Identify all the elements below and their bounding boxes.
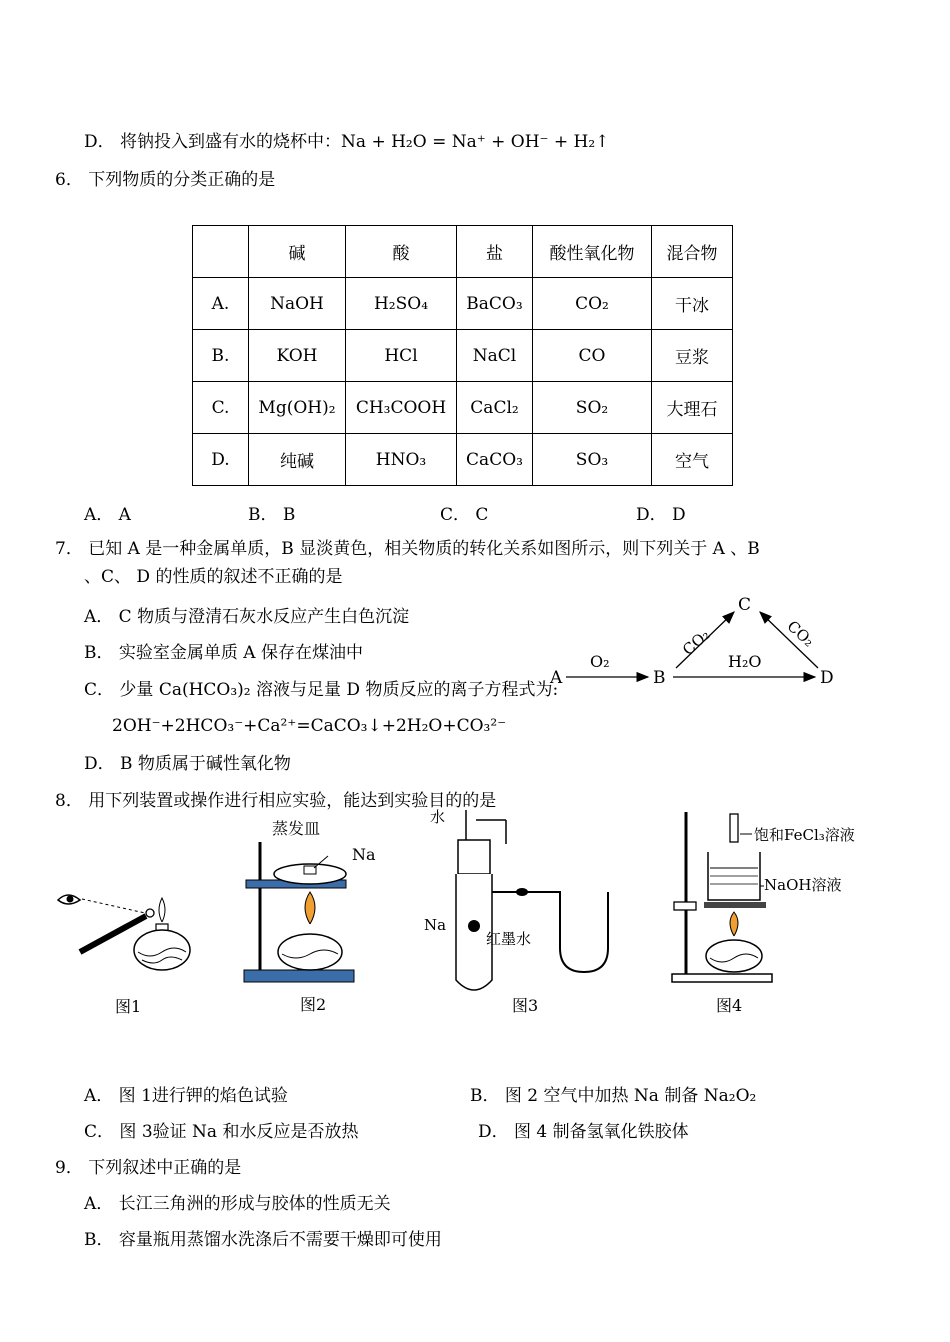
fig3-na-label: Na [424,916,447,934]
q7-option-a: A． C 物质与澄清石灰水反应产生白色沉淀 [84,607,410,627]
table-cell: 空气 [652,434,733,486]
table-header-cell: 酸 [346,226,457,278]
label-co2-left: CO₂ [679,625,714,659]
q7-stem-line1: 7． 已知 A 是一种金属单质，B 显淡黄色，相关物质的转化关系如图所示，则下列关于 A 、B [55,539,760,559]
table-header-row [193,226,733,278]
table-header-cell: 混合物 [652,226,733,278]
fig1-label: 图1 [115,997,142,1016]
table-cell: HCl [346,330,457,382]
label-co2-right: CO₂ [783,617,818,651]
table-cell: HNO₃ [346,434,457,486]
q8-option-d: D． 图 4 制备氢氧化铁胶体 [478,1122,689,1142]
fig3-ink-label: 红墨水 [486,930,532,948]
figure-1 [50,880,200,1020]
q6-option-a: A． A [84,505,131,525]
table-cell: CO₂ [533,278,652,330]
flame-icon [730,912,738,936]
table-row [193,330,733,382]
q8-stem: 8． 用下列装置或操作进行相应实验，能达到实验目的的是 [55,791,497,811]
figure-3 [420,808,630,1020]
table-header-cell: 盐 [457,226,533,278]
table-cell: CaCO₃ [457,434,533,486]
table-cell: SO₂ [533,382,652,434]
fig4-label: 图4 [716,996,743,1015]
table-row [193,382,733,434]
table-cell: CH₃COOH [346,382,457,434]
fig4-fecl3-label: 饱和FeCl₃溶液 [754,826,855,844]
table-header-cell: 碱 [249,226,346,278]
node-a: A [550,668,563,688]
table-cell: KOH [249,330,346,382]
table-cell: B. [193,330,249,382]
q6-stem: 6． 下列物质的分类正确的是 [55,170,276,190]
node-d: D [820,668,834,688]
q9-stem: 9． 下列叙述中正确的是 [55,1158,242,1178]
q7-option-d: D． B 物质属于碱性氧化物 [84,754,291,774]
table-cell: CO [533,330,652,382]
table-cell: CaCl₂ [457,382,533,434]
table-cell: 豆浆 [652,330,733,382]
table-cell: A. [193,278,249,330]
q6-option-b: B． B [248,505,296,525]
q7-option-c-equation: 2OH⁻+2HCO₃⁻+Ca²⁺=CaCO₃↓+2H₂O+CO₃²⁻ [112,716,507,736]
q6-option-d: D． D [636,505,686,525]
table-cell: C. [193,382,249,434]
table-cell: SO₃ [533,434,652,486]
q8-option-b: B． 图 2 空气中加热 Na 制备 Na₂O₂ [470,1086,757,1106]
table-cell: NaCl [457,330,533,382]
q5-option-d: D． 将钠投入到盛有水的烧杯中：Na + H₂O = Na⁺ + OH⁻ + H₂↑ [84,132,610,152]
stand-base-icon [244,970,354,982]
q7-option-c: C． 少量 Ca(HCO₃)₂ 溶液与足量 D 物质反应的离子方程式为: [84,680,559,700]
node-c: C [738,595,752,615]
reaction-diagram [540,590,850,695]
table-cell: Mg(OH)₂ [249,382,346,434]
table-cell: 大理石 [652,382,733,434]
q9-option-b: B． 容量瓶用蒸馏水洗涤后不需要干燥即可使用 [84,1230,442,1250]
label-o2: O₂ [590,652,610,671]
fig3-label: 图3 [512,996,539,1015]
fig3-water-label: 水 [430,808,446,826]
flame-icon [305,892,315,924]
table-cell: 纯碱 [249,434,346,486]
label-h2o: H₂O [728,652,762,671]
figure-2 [238,812,398,1020]
fig2-label: 图2 [300,995,327,1014]
figure-4 [668,808,868,1020]
alcohol-lamp-icon [278,934,342,970]
table-row [193,434,733,486]
table-cell: NaOH [249,278,346,330]
wire-gauze-icon [704,902,766,908]
q6-option-c: C． C [440,505,489,525]
classification-table [192,225,733,486]
q8-option-a: A． 图 1进行钾的焰色试验 [84,1086,288,1106]
table-cell: BaCO₃ [457,278,533,330]
fig2-na-label: Na [352,845,376,864]
table-header-cell: 酸性氧化物 [533,226,652,278]
q7-stem-line2: 、C、 D 的性质的叙述不正确的是 [84,567,343,587]
table-cell: 干冰 [652,278,733,330]
fig2-dish-label: 蒸发皿 [272,819,321,838]
table-cell: H₂SO₄ [346,278,457,330]
q9-option-a: A． 长江三角洲的形成与胶体的性质无关 [84,1194,391,1214]
table-row [193,278,733,330]
fig4-naoh-label: NaOH溶液 [764,876,842,894]
dropper-icon [730,814,738,842]
table-header-cell [193,226,249,278]
node-b: B [653,668,666,688]
q7-option-b: B． 实验室金属单质 A 保存在煤油中 [84,643,363,663]
stopper-icon [458,840,490,874]
table-cell: D. [193,434,249,486]
q8-option-c: C． 图 3验证 Na 和水反应是否放热 [84,1122,359,1142]
